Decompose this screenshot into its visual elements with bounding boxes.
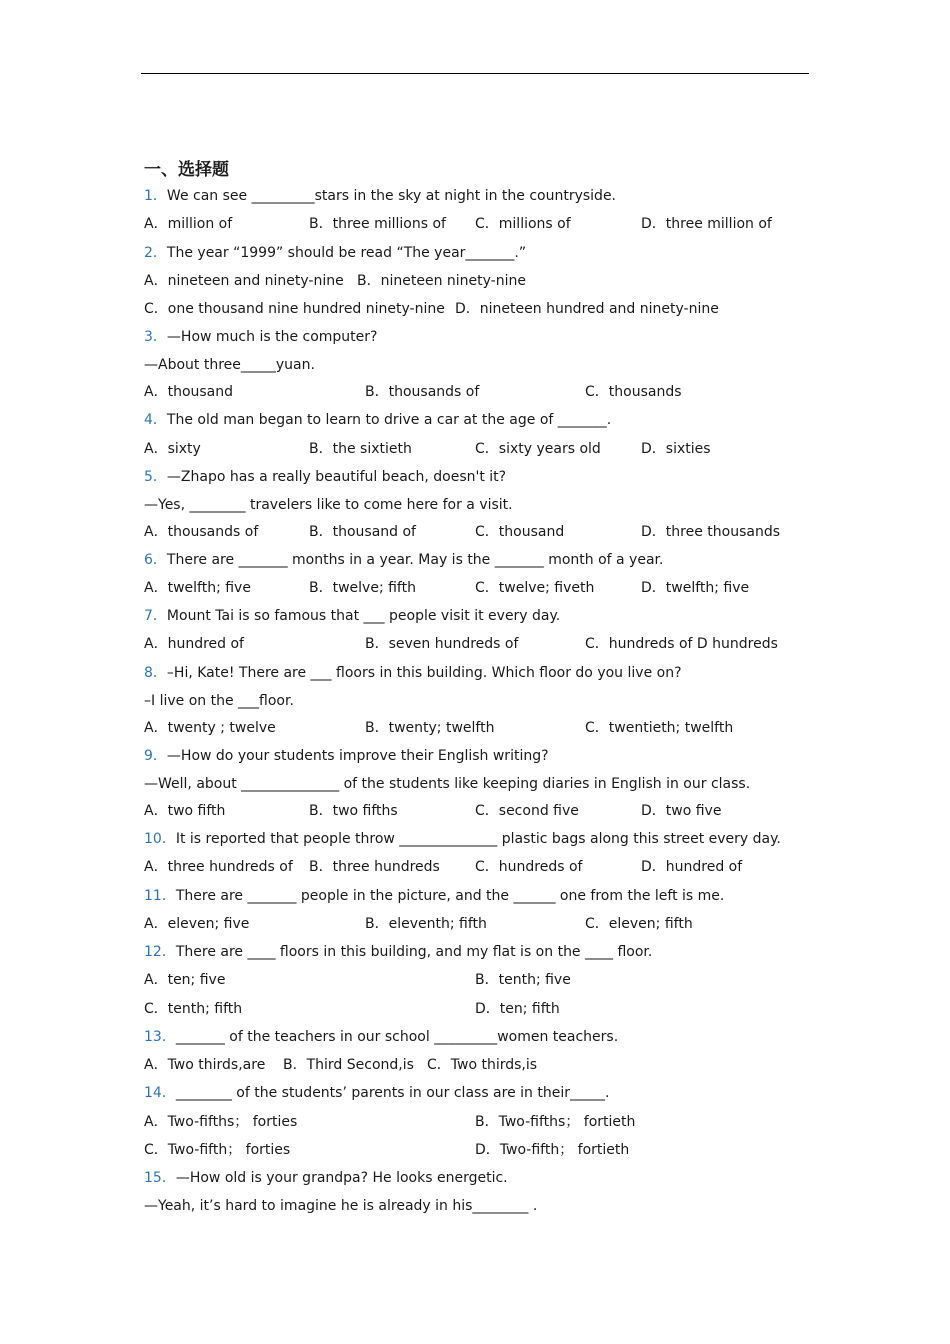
option-b: B．the sixtieth [309,441,412,457]
question-3 [144,327,377,347]
question-number: 13． [144,1029,176,1045]
option-c: C．hundreds of [475,859,583,875]
question-number: 10． [144,831,176,847]
question-3-line-2: —About three_____yuan. [144,357,315,373]
option-a: A．hundred of [144,636,244,652]
question-text: —Zhapo has a really beautiful beach, doesn't it? [166,469,507,485]
question-number: 8． [144,665,167,681]
question-text: There are _______ people in the picture, and the ______ one from the left is me. [175,888,725,904]
question-number: 12． [144,944,176,960]
question-number: 11． [144,888,176,904]
option-c: C．millions of [475,216,571,232]
option-b: B．Third Second,is [283,1057,414,1073]
question-9 [144,746,549,766]
option-b: B．thousands of [365,384,480,400]
option-b: B．two fifths [309,803,398,819]
question-text: —How old is your grandpa? He looks energetic. [175,1170,508,1186]
question-15 [144,1168,508,1188]
question-10 [144,829,781,849]
question-6 [144,550,663,570]
section-title: 一、选择题 [144,160,229,180]
question-12 [144,942,652,962]
option-d: D．sixties [641,441,711,457]
question-text: _______ of the teachers in our school _________women teachers. [175,1029,619,1045]
option-b: B．seven hundreds of [365,636,519,652]
option-c: C．hundreds of D hundreds [585,636,778,652]
question-number: 4． [144,412,167,428]
option-c: C．Two-fifth； forties [144,1142,291,1158]
option-b: B．eleventh; fifth [365,916,487,932]
option-c: C．thousands [585,384,682,400]
question-14 [144,1083,609,1103]
option-c: C．eleven; fifth [585,916,693,932]
option-d: D．Two-fifth； fortieth [475,1142,630,1158]
option-a: A．two fifth [144,803,226,819]
option-d: D．twelfth; five [641,580,750,596]
question-2 [144,243,526,263]
question-9-line-2: —Well, about ______________ of the students like keeping diaries in English in our class. [144,776,751,792]
question-number: 5． [144,469,167,485]
option-b: B．tenth; five [475,972,571,988]
question-text: We can see _________stars in the sky at night in the countryside. [166,188,617,204]
question-8 [144,663,682,683]
question-8-line-2: –I live on the ___floor. [144,693,294,709]
option-a: A．sixty [144,441,201,457]
option-d: D．hundred of [641,859,743,875]
question-11 [144,886,724,906]
question-number: 15． [144,1170,176,1186]
option-b: B．Two-fifths； fortieth [475,1114,636,1130]
question-text: There are _______ months in a year. May is the _______ month of a year. [166,552,664,568]
question-text: It is reported that people throw ______________ plastic bags along this street every day. [175,831,781,847]
option-c: C．thousand [475,524,565,540]
question-number: 1． [144,188,167,204]
option-b: B．twelve; fifth [309,580,416,596]
option-c: C．tenth; fifth [144,1001,243,1017]
option-b: B．thousand of [309,524,416,540]
question-number: 3． [144,329,167,345]
option-d: D．three thousands [641,524,780,540]
question-text: —How do your students improve their English writing? [166,748,549,764]
question-number: 14． [144,1085,176,1101]
option-a: A．Two thirds,are [144,1057,266,1073]
option-c: C．twentieth; twelfth [585,720,734,736]
option-c: C．second five [475,803,579,819]
option-a: A．three hundreds of [144,859,293,875]
question-5-line-2: —Yes, ________ travelers like to come here for a visit. [144,497,513,513]
option-a: A．million of [144,216,233,232]
option-c: C．sixty years old [475,441,601,457]
question-text: The year “1999” should be read “The year_______.” [166,245,527,261]
question-15-line-2: —Yeah, it’s hard to imagine he is already in his________ . [144,1198,538,1214]
option-c: C．twelve; fiveth [475,580,595,596]
option-a: A．thousands of [144,524,259,540]
option-c: C．one thousand nine hundred ninety-nine [144,301,445,317]
option-b: B．nineteen ninety-nine [357,273,526,289]
option-d: D．ten; fifth [475,1001,560,1017]
option-a: A．thousand [144,384,234,400]
question-text: Mount Tai is so famous that ___ people visit it every day. [166,608,561,624]
question-text: ________ of the students’ parents in our class are in their_____. [175,1085,610,1101]
question-5 [144,467,506,487]
question-4 [144,410,611,430]
question-1 [144,186,616,206]
option-a: A．nineteen and ninety-nine [144,273,344,289]
question-number: 6． [144,552,167,568]
question-text: –Hi, Kate! There are ___ floors in this building. Which floor do you live on? [166,665,682,681]
option-a: A．Two-fifths； forties [144,1114,298,1130]
option-a: A．twelfth; five [144,580,251,596]
option-d: D．three million of [641,216,772,232]
question-text: There are ____ floors in this building, and my flat is on the ____ floor. [175,944,653,960]
question-7 [144,606,560,626]
option-b: B．three hundreds [309,859,440,875]
question-number: 7． [144,608,167,624]
option-c: C．Two thirds,is [427,1057,538,1073]
option-d: D．nineteen hundred and ninety-nine [455,301,719,317]
option-b: B．three millions of [309,216,446,232]
question-number: 9． [144,748,167,764]
question-13 [144,1027,618,1047]
option-a: A．twenty ; twelve [144,720,276,736]
option-d: D．two five [641,803,722,819]
question-text: The old man began to learn to drive a car at the age of _______. [166,412,612,428]
option-a: A．ten; five [144,972,226,988]
option-b: B．twenty; twelfth [365,720,495,736]
option-a: A．eleven; five [144,916,250,932]
question-text: —How much is the computer? [166,329,378,345]
header-rule [141,73,809,74]
question-number: 2． [144,245,167,261]
